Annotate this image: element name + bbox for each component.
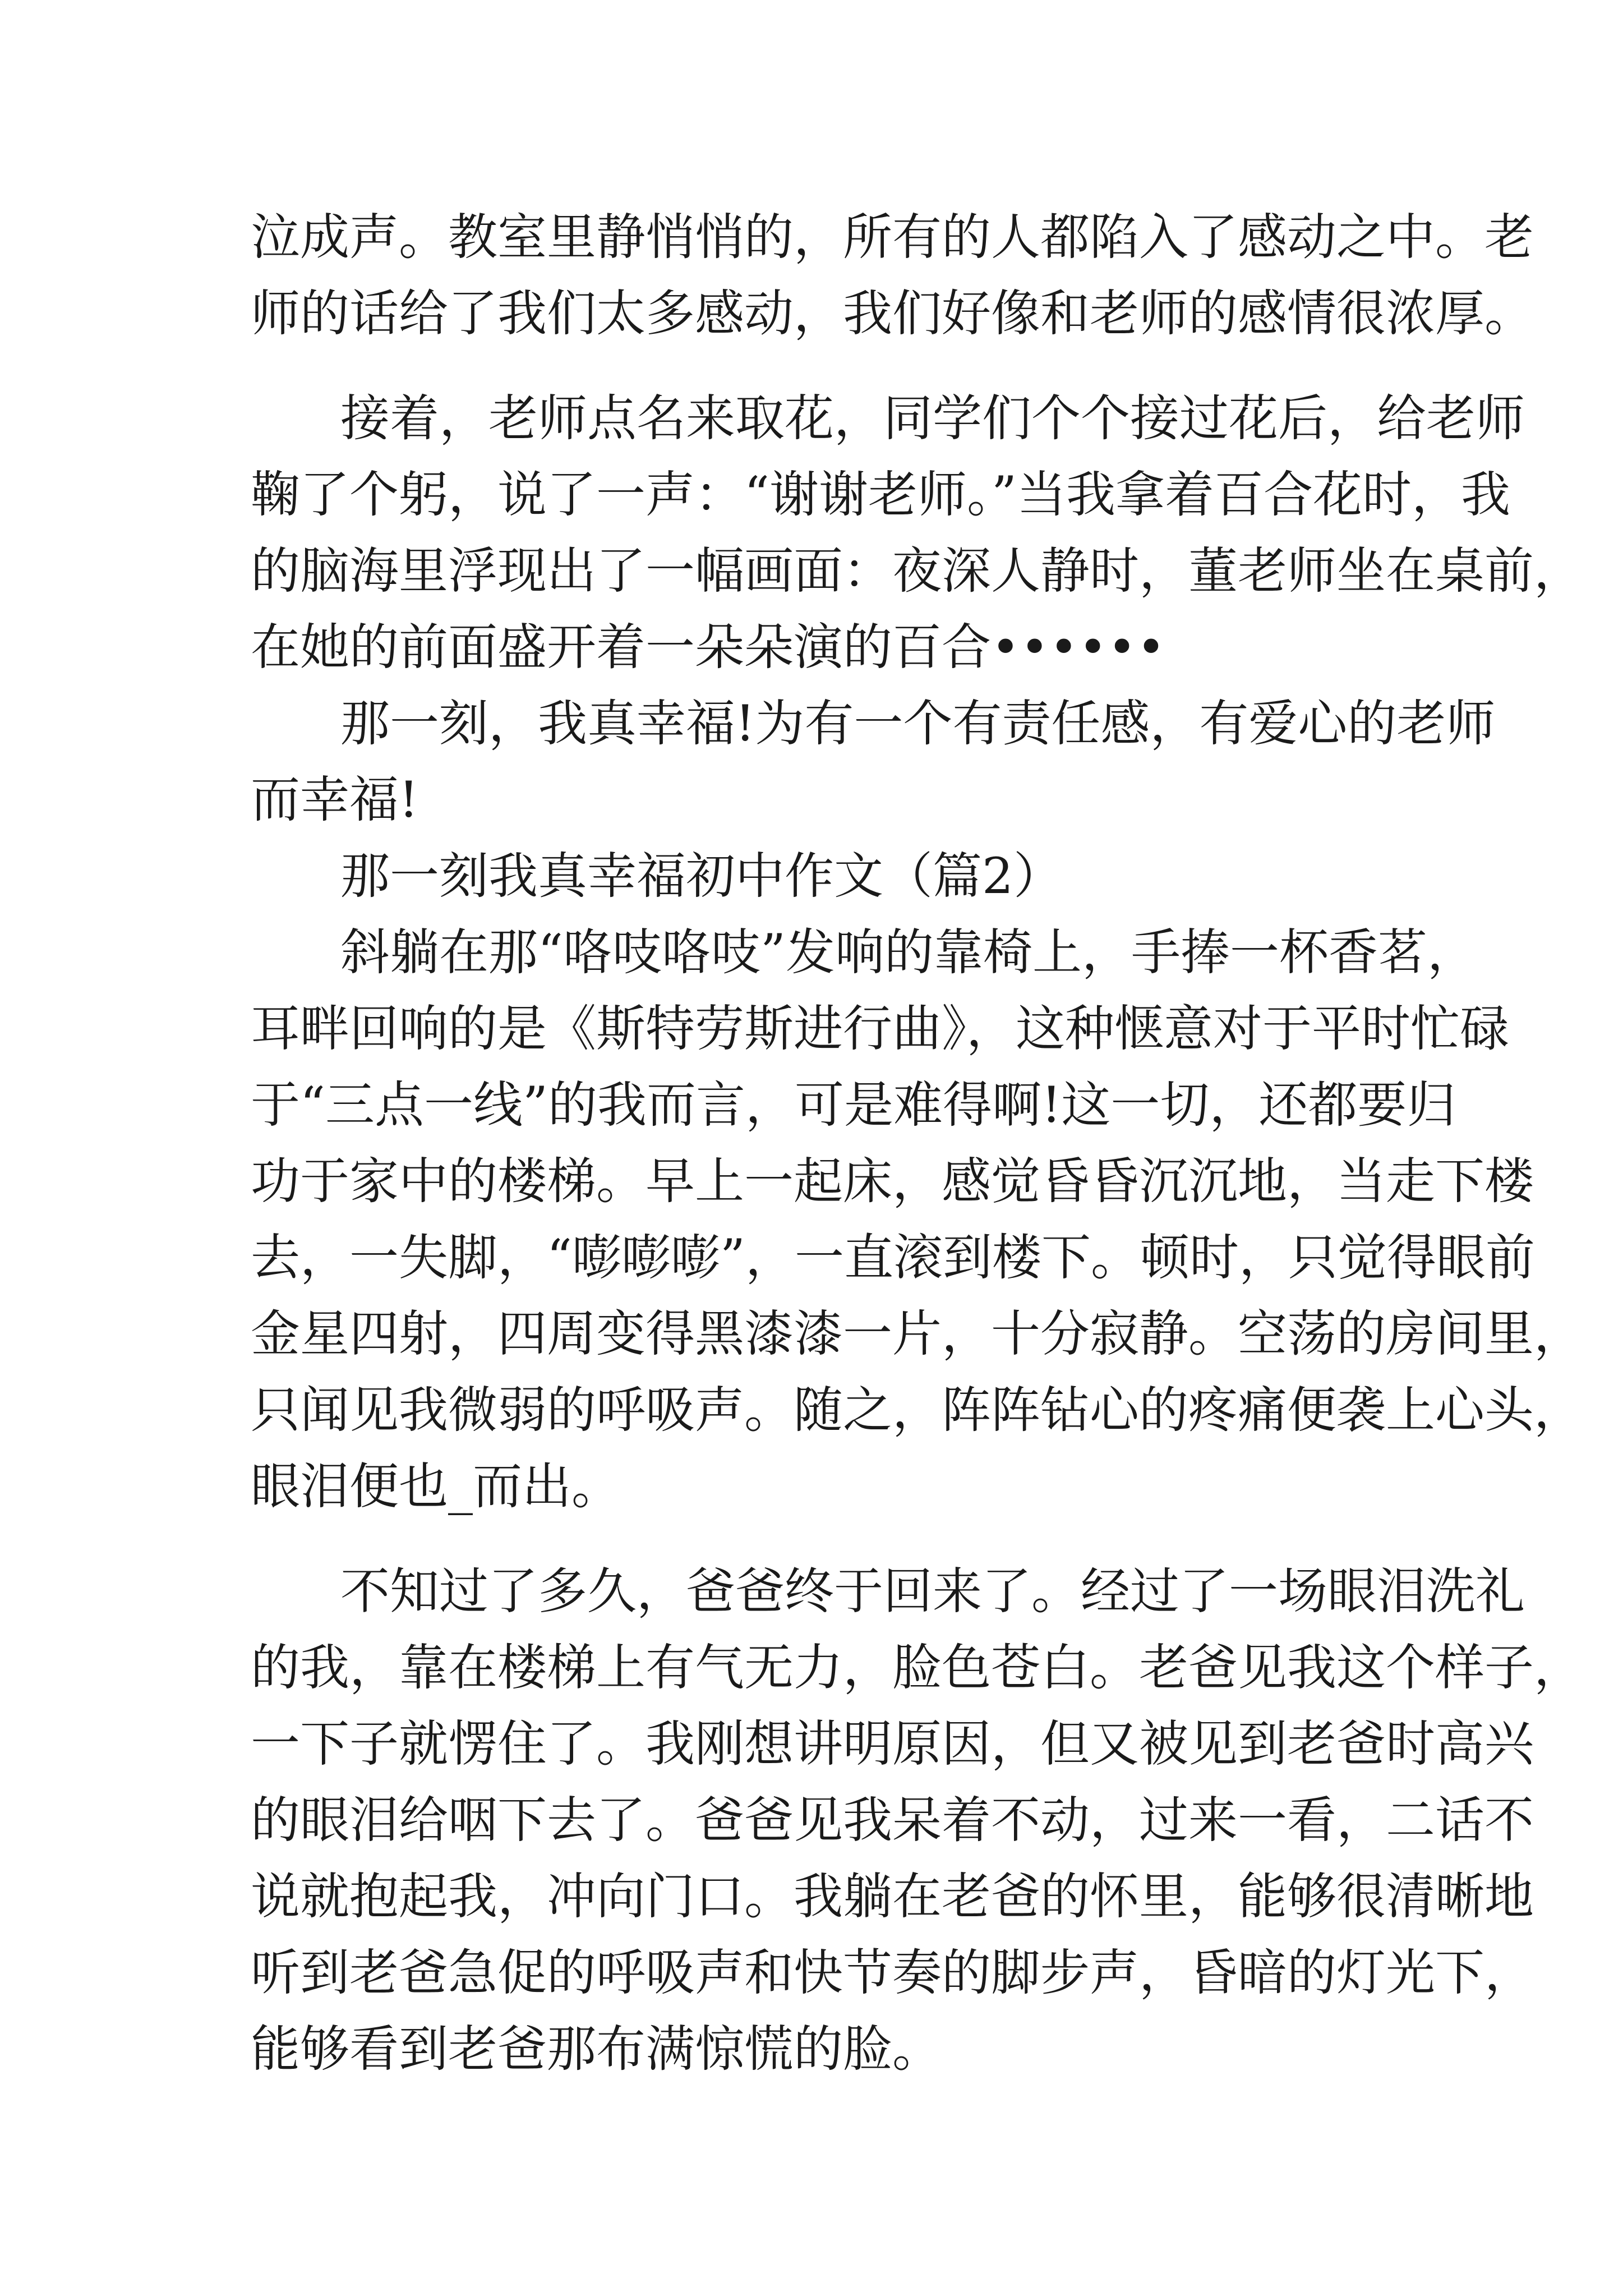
text-line: 的眼泪给咽下去了。爸爸见我呆着不动，过来一看，二话不	[251, 1791, 1534, 1849]
text-line: 的脑海里浮现出了一幅画面：夜深人静时，董老师坐在桌前，	[251, 542, 1584, 600]
paragraph	[251, 380, 1584, 685]
text-line: 鞠了个躬，说了一声：“谢谢老师。”当我拿着百合花时，我	[251, 466, 1510, 523]
text-line: 不知过了多久，爸爸终于回来了。经过了一场眼泪洗礼	[340, 1562, 1525, 1620]
text-line: 听到老爸急促的呼吸声和快节奏的脚步声，昏暗的灯光下，	[251, 1944, 1534, 2001]
heading-line: 那一刻我真幸福初中作文（篇2）	[340, 847, 1063, 905]
text-line: 师的话给了我们太多感动，我们好像和老师的感情很浓厚。	[251, 284, 1534, 342]
text-line: 泣成声。教室里静悄悄的，所有的人都陷入了感动之中。老	[251, 208, 1534, 266]
document-body	[251, 199, 1584, 2087]
text-line: 金星四射，四周变得黑漆漆一片，十分寂静。空荡的房间里，	[251, 1305, 1584, 1363]
text-line: 功于家中的楼梯。早上一起床，感觉昏昏沉沉地，当走下楼	[251, 1152, 1534, 1210]
text-line: 去，一失脚，“嘭嘭嘭”，一直滚到楼下。顿时，只觉得眼前	[251, 1228, 1535, 1286]
paragraph	[251, 1553, 1584, 2087]
text-line: 斜躺在那“咯吱咯吱”发响的靠椅上，手捧一杯香茗，	[340, 923, 1477, 981]
text-line: 说就抱起我，冲向门口。我躺在老爸的怀里，能够很清晰地	[251, 1867, 1534, 1925]
text-line: 在她的前面盛开着一朵朵演的百合••••••	[251, 618, 1166, 676]
text-line: 于“三点一线”的我而言，可是难得啊!这一切，还都要归	[251, 1076, 1456, 1134]
text-line: 一下子就愣住了。我刚想讲明原因，但又被见到老爸时高兴	[251, 1715, 1534, 1773]
text-line: 那一刻，我真幸福!为有一个有责任感，有爱心的老师	[340, 694, 1496, 752]
text-line: 而幸福!	[251, 771, 419, 829]
section-heading	[251, 838, 1395, 914]
text-line: 耳畔回响的是《斯特劳斯进行曲》，这种惬意对于平时忙碌	[251, 1000, 1510, 1057]
paragraph	[251, 685, 1496, 838]
text-line: 能够看到老爸那布满惊慌的脸。	[251, 2020, 942, 2078]
text-line: 接着，老师点名来取花，同学们个个接过花后，给老师	[340, 389, 1525, 447]
text-line: 的我，靠在楼梯上有气无力，脸色苍白。老爸见我这个样子，	[251, 1639, 1584, 1696]
text-line: 眼泪便也_而出。	[251, 1457, 621, 1515]
paragraph	[251, 199, 1534, 352]
paragraph-gap	[251, 1525, 1395, 1553]
paragraph	[251, 914, 1584, 1525]
paragraph-gap	[251, 352, 1395, 380]
text-line: 只闻见我微弱的呼吸声。随之，阵阵钻心的疼痛便袭上心头，	[251, 1381, 1584, 1439]
